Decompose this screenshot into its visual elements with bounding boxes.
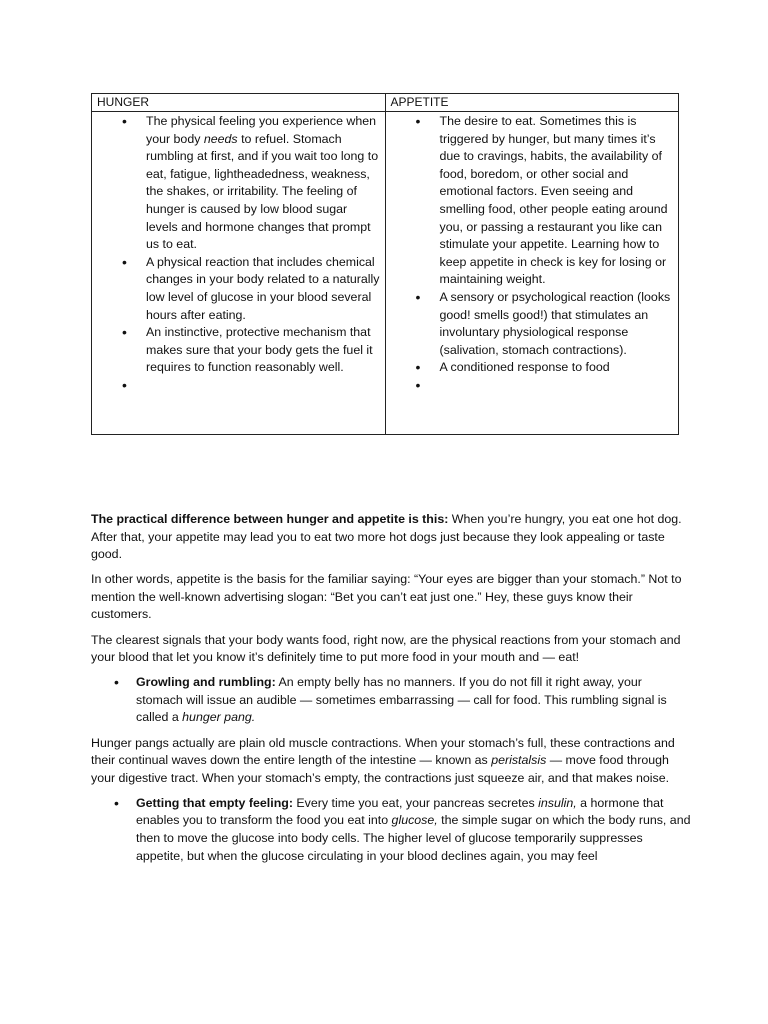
list-item [92,377,381,395]
list-item: • A sensory or psychological reaction (looks good! smells good!) that stimulates an involuntary physiological response (salivation, stomach contractions). [386,289,675,359]
paragraph: In other words, appetite is the basis for the familiar saying: “Your eyes are bigger than your stomach.” Not to mention the well-known advertising slogan: “Bet you can’t eat just one.” Hey, these guys know their customers. [91,572,682,622]
table-header-row [92,94,679,112]
table-row [92,112,679,435]
header-hunger: HUNGER [92,94,386,112]
hunger-appetite-table [91,93,679,435]
bold-lead: Getting that empty feeling: [136,795,293,810]
list-item [92,113,381,254]
bold-lead: The practical difference between hunger and appetite is this: [91,512,449,526]
bold-lead: Growling and rumbling: [136,675,276,690]
list-item-text: An instinctive, protective mechanism that makes sure that your body gets the fuel it requires to function reasonably well. [146,325,373,375]
list-item-text: An empty belly has no manners. If you do not fill it right away, your stomach will issue an audible — sometimes embarrassing — call for food. This rumbling signal is called a [136,675,667,725]
list-item-text: the simple sugar on which the body runs, and then to move the glucose into body cells. The higher level of glucose temporarily suppresses appetite, but when the glucose circulating in your blood declines again, you may feel [136,813,691,863]
paragraph: The clearest signals that your body wants food, right now, are the physical reactions from your stomach and your blood that let you know it’s definitely time to put more food in your mouth and — eat! [91,632,681,665]
list-item: • The desire to eat. Sometimes this is triggered by hunger, but many times it’s due to cravings, habits, the availability of food, boredom, or other social and emotional factors. Even seeing and smelling food, other people eating around you, or passing a restaurant you like can stimulate your appetite. Learning how to keep appetite in check is key for losing or maintaining weight. [386,113,675,289]
list-item: • A conditioned response to food [386,359,675,377]
appetite-cell [385,112,679,435]
list-item [91,795,691,865]
hunger-cell [92,112,386,435]
list-item-text: A physical reaction that includes chemical changes in your body related to a naturally low level of glucose in your blood several hours after eating. [146,254,380,322]
list-item [92,254,381,324]
bullet-list [91,795,691,865]
paragraph-text: When you’re hungry, you eat one hot dog. After that, your appetite may lead you to eat two more hot dogs just because they look appealing or taste good. [91,512,682,562]
list-item-text: to refuel. Stomach rumbling at first, and if you wait too long to eat, fatigue, lightheadedness, weakness, the shakes, or irritability. The feeling of hunger is caused by low blood sugar levels and hormone changes that prompt us to eat. [146,131,379,252]
emphasis-text: insulin, [538,795,577,810]
paragraph [91,511,691,564]
appetite-list [386,113,675,395]
paragraph [91,735,691,788]
header-appetite: APPETITE [385,94,679,112]
paragraph-text: Hunger pangs actually are plain old muscle contractions. When your stomach’s full, these contractions and their continual waves down the entire length of the intestine — known as [91,735,675,768]
list-item [386,377,675,395]
emphasis-text: hunger pang. [182,710,256,725]
hunger-list [92,113,381,395]
list-item-text: a hormone that enables you to transform the food you eat into [136,795,664,828]
list-item-text: The physical feeling you experience when your body [146,114,377,146]
body-text [91,511,691,873]
bullet-list [91,674,691,727]
list-item [91,674,691,727]
emphasis-text: peristalsis [491,753,547,768]
paragraph-text: — move food through your digestive tract. When your stomach’s empty, the contractions just squeeze air, and that makes noise. [91,753,670,785]
emphasis-text: needs [203,131,238,146]
list-item-text: Every time you eat, your pancreas secretes [292,795,539,810]
list-item [92,324,381,377]
emphasis-text: glucose, [391,813,438,828]
